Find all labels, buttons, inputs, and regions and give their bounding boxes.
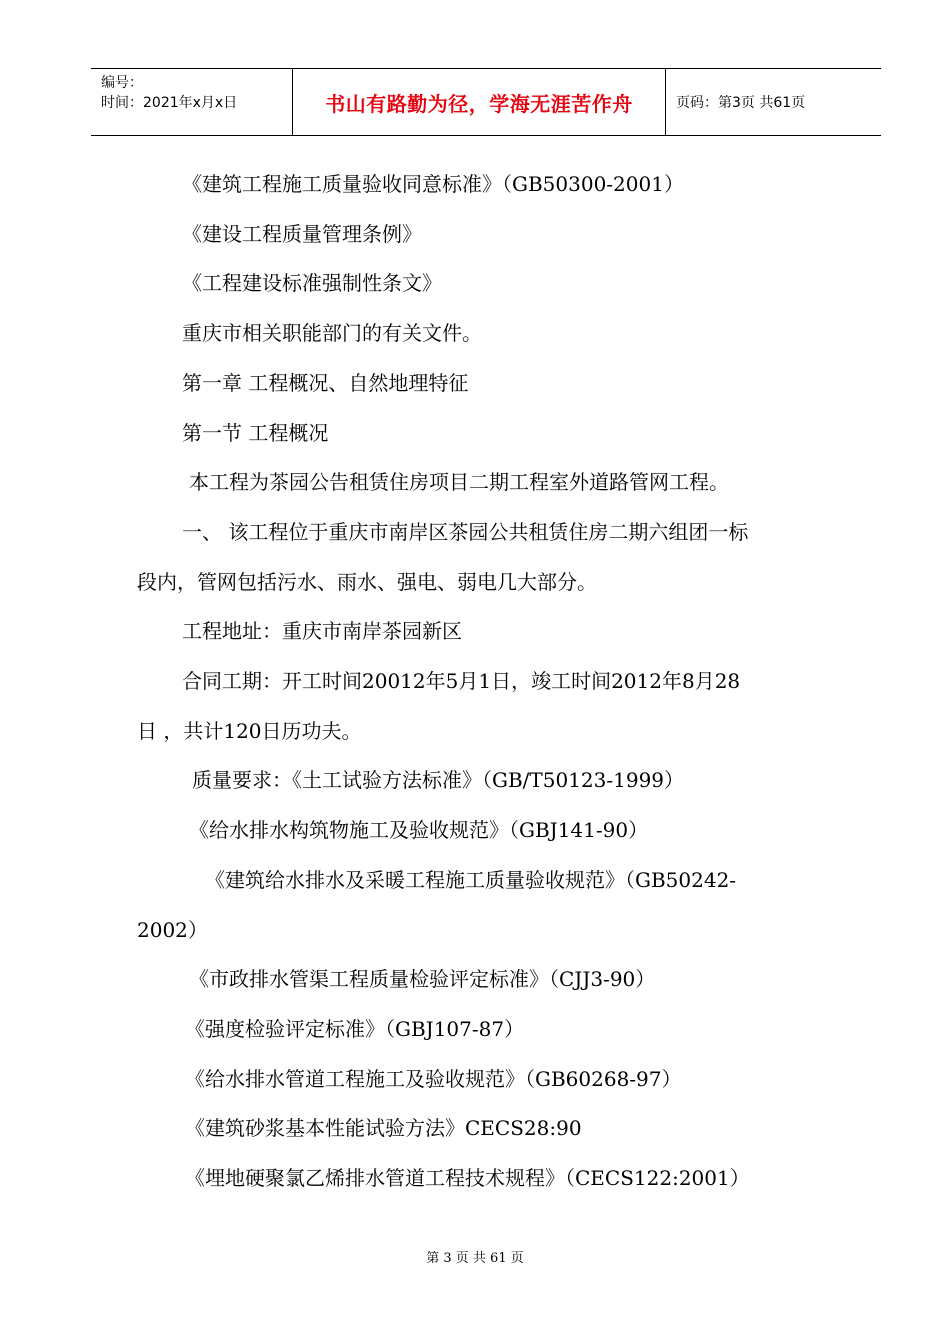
section-heading: 第一节 工程概况	[182, 420, 329, 445]
header-page-number: 页码：第3页 共61页	[676, 95, 806, 111]
header-meta	[91, 69, 293, 135]
standard-item: 《建筑给水排水及采暖工程施工质量验收规范》（GB50242-	[205, 867, 737, 892]
header-motto: 书山有路勤为径，学海无涯苦作舟	[293, 69, 666, 135]
standard-item: 《建筑砂浆基本性能试验方法》CECS28:90	[185, 1116, 582, 1141]
page-header	[91, 68, 881, 136]
standard-item: 《市政排水管渠工程质量检验评定标准》（CJJ3-90）	[189, 967, 656, 992]
document-body	[137, 160, 837, 1204]
standard-item: 《给水排水管道工程施工及验收规范》（GB60268-97）	[185, 1066, 682, 1091]
document-time-label: 时间：2021年x月x日	[101, 95, 238, 111]
paragraph: 一、 该工程位于重庆市南岸区茶园公共租赁住房二期六组团一标	[182, 519, 749, 544]
paragraph: 《工程建设标准强制性条文》	[182, 271, 442, 296]
standard-item-continuation: 2002）	[137, 917, 208, 942]
page-footer: 第 3 页 共 61 页	[426, 1251, 524, 1266]
standard-item: 《强度检验评定标准》（GBJ107-87）	[185, 1016, 525, 1041]
document-code-label: 编号：	[101, 75, 143, 91]
standard-item: 《埋地硬聚氯乙烯排水管道工程技术规程》（CECS122:2001）	[185, 1166, 750, 1191]
standard-item: 《给水排水构筑物施工及验收规范》（GBJ141-90）	[189, 818, 649, 843]
paragraph: 重庆市相关职能部门的有关文件。	[182, 321, 482, 346]
quality-requirement: 质量要求：《土工试验方法标准》（GB/T50123-1999）	[192, 768, 685, 793]
contract-period-continuation: 日 ，共计120日历功夫。	[137, 718, 362, 743]
project-address: 工程地址：重庆市南岸茶园新区	[182, 619, 462, 644]
chapter-heading: 第一章 工程概况、自然地理特征	[182, 370, 469, 395]
contract-period: 合同工期：开工时间20012年5月1日，竣工时间2012年8月28	[182, 669, 741, 694]
paragraph: 《建筑工程施工质量验收同意标准》（GB50300-2001）	[182, 172, 684, 196]
paragraph: 本工程为茶园公告租赁住房项目二期工程室外道路管网工程。	[189, 470, 729, 495]
paragraph-continuation: 段内，管网包括污水、雨水、强电、弱电几大部分。	[137, 569, 597, 594]
paragraph: 《建设工程质量管理条例》	[182, 221, 422, 246]
